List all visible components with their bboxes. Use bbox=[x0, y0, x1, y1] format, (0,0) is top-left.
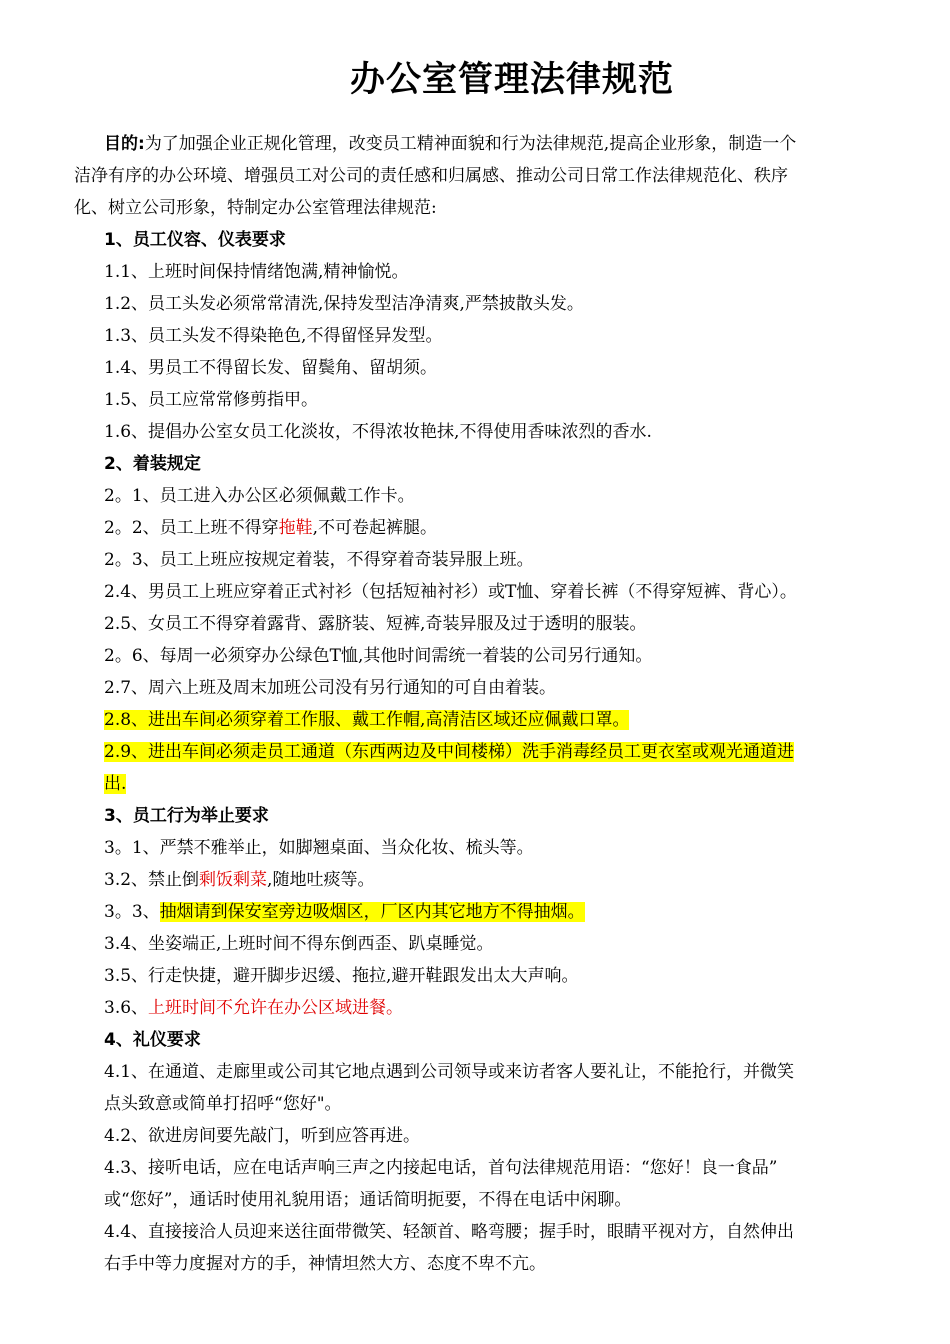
red-emphasis-text: 剩饭剩菜 bbox=[199, 870, 268, 890]
section-2-item bbox=[104, 516, 437, 540]
section-2-item-highlighted-cont bbox=[104, 772, 126, 796]
section-1-item: 1.1、上班时间保持情绪饱满,精神愉悦。 bbox=[104, 262, 409, 282]
intro-line-1 bbox=[104, 132, 796, 156]
section-2-item: 2。6、每周一必须穿办公绿色T恤,其他时间需统一着装的公司另行通知。 bbox=[104, 646, 653, 666]
intro-label: 目的: bbox=[104, 134, 145, 154]
section-4-item: 4.3、接听电话，应在电话声响三声之内接起电话，首句法律规范用语：“您好！良一食品” bbox=[104, 1158, 778, 1178]
section-2-item-highlighted bbox=[104, 740, 794, 764]
section-1-item: 1.3、员工头发不得染艳色,不得留怪异发型。 bbox=[104, 326, 443, 346]
intro-line-2: 洁净有序的办公环境、增强员工对公司的责任感和归属感、推动公司日常工作法律规范化、秩序 bbox=[74, 166, 788, 186]
item-text: 2。2、员工上班不得穿 bbox=[104, 518, 279, 538]
item-text: 3.6、 bbox=[104, 998, 149, 1018]
section-4-item-cont: 或“您好”，通话时使用礼貌用语；通话简明扼要，不得在电话中闲聊。 bbox=[104, 1190, 632, 1210]
item-text: ,不可卷起裤腿。 bbox=[312, 518, 438, 538]
section-4-heading: 4、礼仪要求 bbox=[104, 1030, 201, 1050]
section-2-item: 2。1、员工进入办公区必须佩戴工作卡。 bbox=[104, 486, 415, 506]
highlighted-text: 2.8、进出车间必须穿着工作服、戴工作帽,高清洁区域还应佩戴口罩。 bbox=[104, 710, 630, 730]
section-4-item-cont: 点头致意或简单打招呼“您好"。 bbox=[104, 1094, 342, 1114]
section-2-heading: 2、着装规定 bbox=[104, 454, 201, 474]
section-3-item: 3。1、严禁不雅举止，如脚翘桌面、当众化妆、梳头等。 bbox=[104, 838, 534, 858]
section-1-item: 1.4、男员工不得留长发、留鬓角、留胡须。 bbox=[104, 358, 438, 378]
red-emphasis-text: 拖鞋 bbox=[278, 518, 313, 538]
item-text: ,随地吐痰等。 bbox=[267, 870, 375, 890]
section-4-item-cont: 右手中等力度握对方的手，神情坦然大方、态度不卑不亢。 bbox=[104, 1254, 546, 1274]
section-2-item: 2。3、员工上班应按规定着装，不得穿着奇装异服上班。 bbox=[104, 550, 534, 570]
section-4-item: 4.1、在通道、走廊里或公司其它地点遇到公司领导或来访者客人要礼让，不能抢行，并微笑 bbox=[104, 1062, 795, 1082]
highlighted-text: 出. bbox=[104, 774, 127, 794]
section-3-item: 3.4、坐姿端正,上班时间不得东倒西歪、趴桌睡觉。 bbox=[104, 934, 494, 954]
section-3-item bbox=[104, 868, 374, 892]
highlighted-text: 2.9、进出车间必须走员工通道（东西两边及中间楼梯）洗手消毒经员工更衣室或观光通道进 bbox=[104, 742, 795, 762]
intro-text-1: 为了加强企业正规化管理，改变员工精神面貌和行为法律规范,提高企业形象，制造一个 bbox=[144, 134, 797, 154]
section-2-item: 2.7、周六上班及周末加班公司没有另行通知的可自由着装。 bbox=[104, 678, 557, 698]
section-1-item: 1.2、员工头发必须常常清洗,保持发型洁净清爽,严禁披散头发。 bbox=[104, 294, 584, 314]
section-3-item bbox=[104, 996, 403, 1020]
section-1-item: 1.6、提倡办公室女员工化淡妆，不得浓妆艳抹,不得使用香味浓烈的香水. bbox=[104, 422, 652, 442]
section-2-item: 2.5、女员工不得穿着露背、露脐装、短裤,奇装异服及过于透明的服装。 bbox=[104, 614, 647, 634]
section-4-item: 4.2、欲进房间要先敲门，听到应答再进。 bbox=[104, 1126, 421, 1146]
section-2-item: 2.4、男员工上班应穿着正式衬衫（包括短袖衬衫）或T恤、穿着长裤（不得穿短裤、背心）。 bbox=[104, 582, 797, 602]
section-2-item-highlighted bbox=[104, 708, 629, 732]
section-3-item: 3.5、行走快捷，避开脚步迟缓、拖拉,避开鞋跟发出太大声响。 bbox=[104, 966, 579, 986]
page-title: 办公室管理法律规范 bbox=[349, 60, 674, 100]
section-3-item bbox=[104, 900, 585, 924]
section-4-item: 4.4、直接接洽人员迎来送往面带微笑、轻颔首、略弯腰；握手时，眼睛平视对方，自然伸出 bbox=[104, 1222, 795, 1242]
section-3-heading: 3、员工行为举止要求 bbox=[104, 806, 269, 826]
red-emphasis-text: 上班时间不允许在办公区域进餐。 bbox=[148, 998, 404, 1018]
section-1-heading: 1、员工仪容、仪表要求 bbox=[104, 230, 286, 250]
highlighted-text: 抽烟请到保安室旁边吸烟区，厂区内其它地方不得抽烟。 bbox=[159, 902, 585, 922]
item-text: 3。3、 bbox=[104, 902, 160, 922]
section-1-item: 1.5、员工应常常修剪指甲。 bbox=[104, 390, 319, 410]
item-text: 3.2、禁止倒 bbox=[104, 870, 200, 890]
intro-line-3: 化、树立公司形象，特制定办公室管理法律规范: bbox=[74, 198, 437, 218]
